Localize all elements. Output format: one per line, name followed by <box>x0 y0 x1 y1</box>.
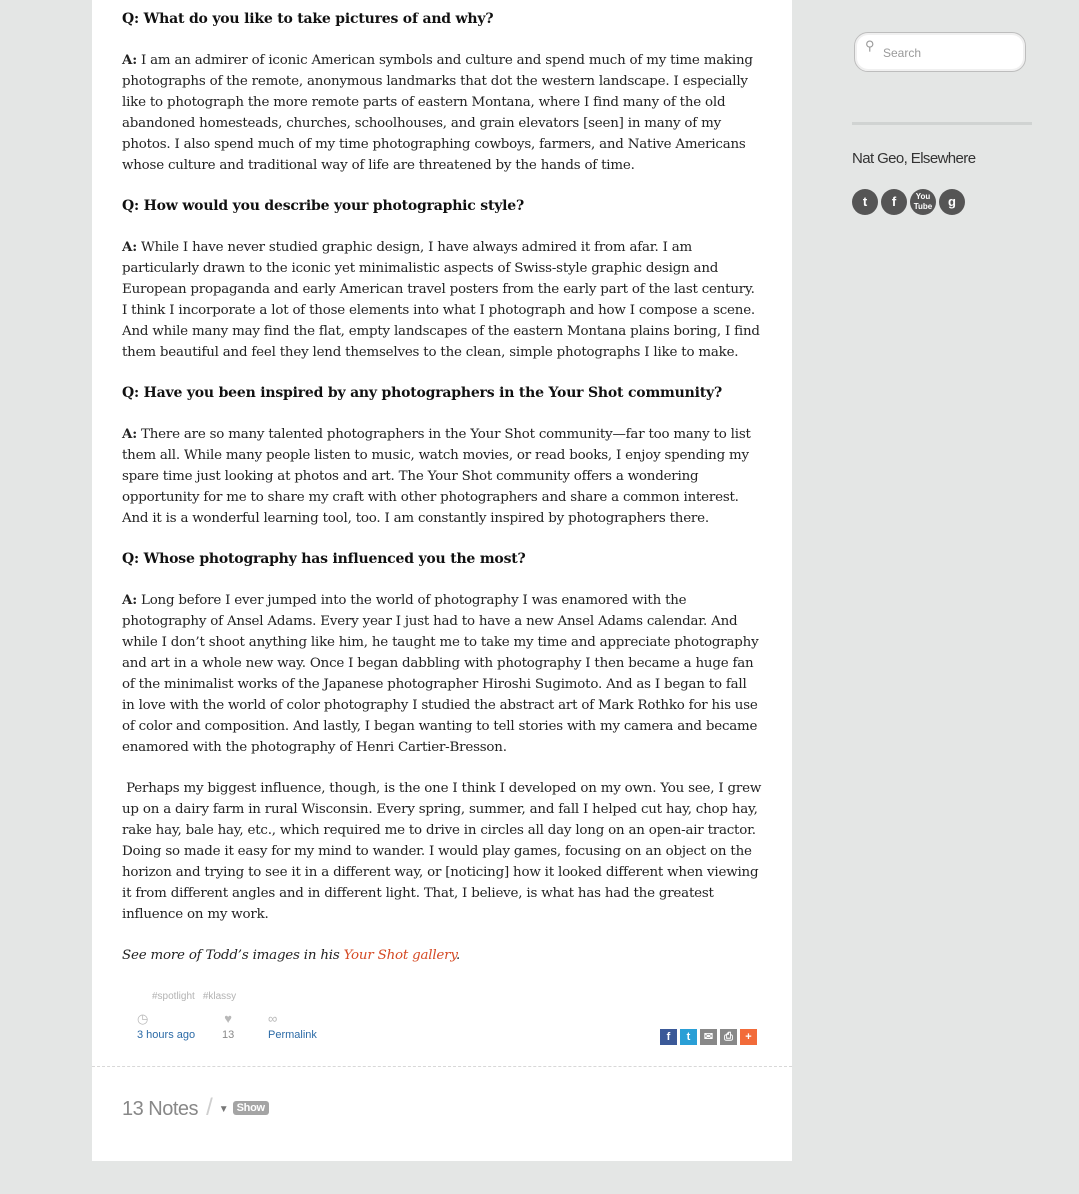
share-toolbar <box>660 1029 757 1045</box>
answer-2-text: While I have never studied graphic design, I have always admired it from afar. I am particularly drawn to the iconic yet minimalistic aspects of Swiss-style graphic design and European propaganda and early American travel posters from the early part of the last century. I think I incorporate a lot of those elements into what I photograph and how I compose a scene. And while many may find the flat, empty landscapes of the eastern Montana plains boring, I find them beautiful and feel they lend themselves to the clean, simple photographs I like to make. <box>122 240 760 360</box>
chevron-down-icon[interactable]: ▼ <box>218 1104 229 1115</box>
facebook-icon[interactable]: f <box>881 189 907 215</box>
your-shot-gallery-link[interactable]: Your Shot gallery <box>343 948 456 963</box>
twitter-share-icon[interactable]: t <box>680 1029 697 1045</box>
search-box[interactable] <box>854 32 1026 72</box>
notes-header <box>122 1094 269 1122</box>
print-icon[interactable]: ⎙ <box>720 1029 737 1045</box>
email-share-icon[interactable]: ✉ <box>700 1029 717 1045</box>
youtube-icon[interactable]: You Tube <box>910 189 936 215</box>
answer-label: A: <box>122 426 137 442</box>
notes-divider <box>92 1066 792 1067</box>
closing-suffix: . <box>455 948 460 963</box>
likes-count-label: 13 <box>222 1029 235 1041</box>
answer-label: A: <box>122 52 137 68</box>
tag-list <box>152 991 244 1002</box>
more-share-icon[interactable]: + <box>740 1029 757 1045</box>
post-card <box>92 0 792 1161</box>
facebook-share-icon[interactable]: f <box>660 1029 677 1045</box>
likes-count[interactable] <box>222 1011 234 1041</box>
answer-1-text: I am an admirer of iconic American symbols and culture and spend much of my time making photographs of the remote, anonymous landmarks that dot the western landscape. I especially like to photograph the more remote parts of eastern Montana, where I find many of the old abandoned homesteads, churches, schoolhouses, and grain elevators [seen] in many of my photos. I also spend much of my time photographing cowboys, farmers, and Native Americans whose culture and traditional way of life are threatened by the hands of time. <box>122 53 753 173</box>
answer-3 <box>122 424 762 529</box>
search-input[interactable] <box>881 45 1025 61</box>
answer-4-continued: Perhaps my biggest influence, though, is the one I think I developed on my own. You see, I grew up on a dairy farm in rural Wisconsin. Every spring, summer, and fall I helped cut hay, chop hay, rake hay, bale hay, etc., which required me to drive in circles all day long on an open-air tractor. Doing so made it easy for my mind to wander. I would play games, focusing on an object on the horizon and trying to see it in a different way, or [noticing] how it looked different when viewing it from different angles and in different light. That, I believe, is what has had the greatest influence on my work. <box>122 781 766 922</box>
search-icon: ⚲ <box>865 39 875 54</box>
question-4: Q: Whose photography has influenced you the most? <box>122 551 526 567</box>
answer-1 <box>122 50 762 176</box>
question-1: Q: What do you like to take pictures of and why? <box>122 11 494 27</box>
tag-spotlight[interactable]: #spotlight <box>152 991 195 1002</box>
answer-4-text: Long before I ever jumped into the world of photography I was enamored with the photography of Ansel Adams. Every year I just had to have a new Ansel Adams calendar. And while I don’t shoot anything like him, he taught me to take my time and appreciate photography and art in a whole new way. Once I began dabbling with photography I then became a huge fan of the minimalist works of the Japanese photographer Hiroshi Sugimoto. And as I began to fall in love with the world of color photography I studied the abstract art of Mark Rothko for his use of color and composition. And lastly, I began wanting to tell stories with my camera and became enamored with the photography of Henri Cartier-Bresson. <box>122 593 759 755</box>
sidebar-divider <box>852 122 1032 125</box>
closing-line <box>122 945 762 966</box>
google-plus-icon[interactable]: g <box>939 189 965 215</box>
twitter-icon[interactable]: t <box>852 189 878 215</box>
heart-icon: ♥ <box>224 1011 232 1026</box>
answer-2 <box>122 237 762 363</box>
question-2: Q: How would you describe your photographic style? <box>122 198 525 214</box>
answer-3-text: There are so many talented photographers in the Your Shot community—far too many to list them all. While many people listen to music, watch movies, or read books, I enjoy spending my spare time just looking at photos and art. The Your Shot community offers a wondering opportunity for me to share my craft with other photographers and share a common interest. And it is a wonderful learning tool, too. I am constantly inspired by photographers there. <box>122 427 751 526</box>
post-time[interactable] <box>137 1011 195 1041</box>
permalink-label: Permalink <box>268 1029 317 1041</box>
answer-4 <box>122 590 762 758</box>
clock-icon: ◷ <box>137 1011 149 1026</box>
post-time-label: 3 hours ago <box>137 1029 196 1041</box>
answer-label: A: <box>122 239 137 255</box>
closing-prefix: See more of Todd’s images in his <box>122 948 344 963</box>
show-notes-button[interactable]: Show <box>233 1101 269 1115</box>
link-icon: ∞ <box>268 1011 278 1026</box>
social-links <box>852 189 965 215</box>
notes-count: 13 Notes <box>122 1098 199 1120</box>
permalink[interactable] <box>268 1011 317 1041</box>
notes-separator: / <box>206 1094 213 1121</box>
answer-label: A: <box>122 592 137 608</box>
article-body <box>122 9 766 986</box>
sidebar-title: Nat Geo, Elsewhere <box>852 150 976 167</box>
tag-klassy[interactable]: #klassy <box>202 991 237 1002</box>
question-3: Q: Have you been inspired by any photographers in the Your Shot community? <box>122 385 722 401</box>
